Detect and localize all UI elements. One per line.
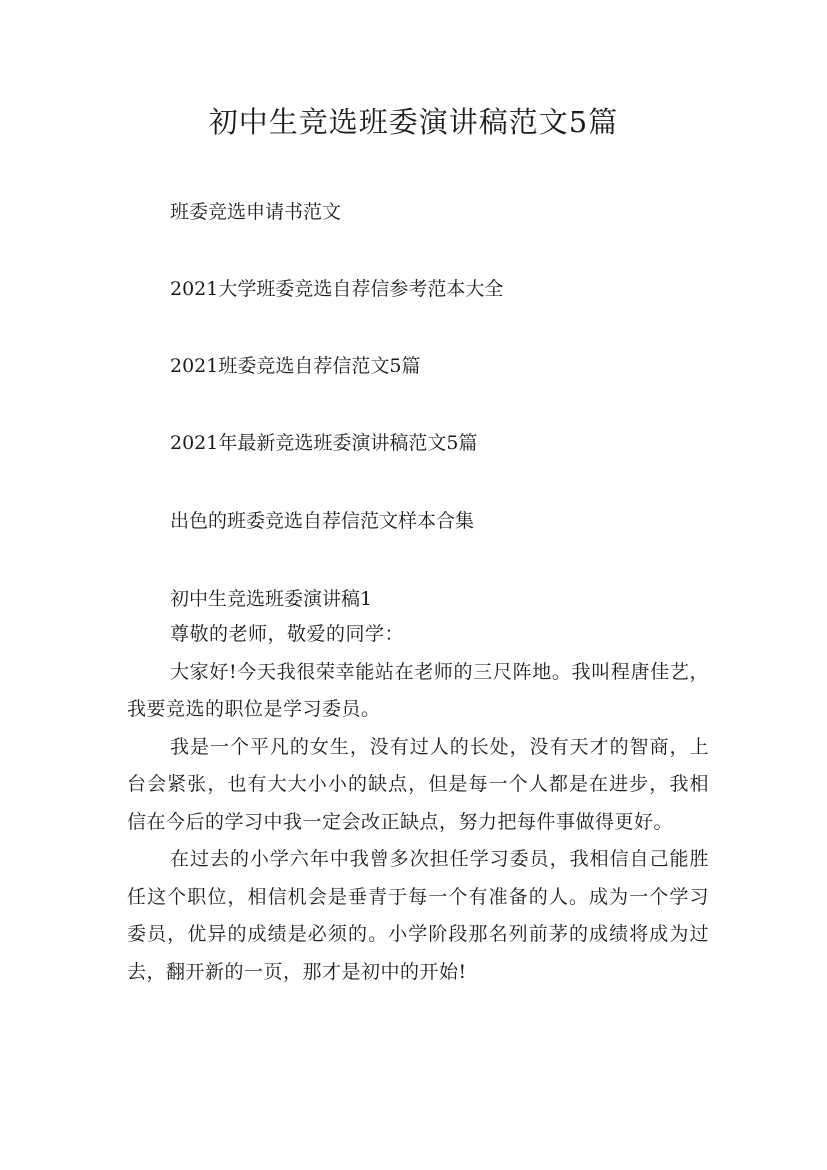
section-heading: 初中生竞选班委演讲稿1 (170, 588, 373, 610)
body-paragraph: 在过去的小学六年中我曾多次担任学习委员，我相信自己能胜任这个职位，相信机会是垂青于每一个有准备的人。成为一个学习委员，优异的成绩是必须的。小学阶段那名列前茅的成绩将成为过去，翻开新的一页，那才是初中的开始! (127, 848, 709, 983)
body-paragraph: 我是一个平凡的女生，没有过人的长处，没有天才的智商，上台会紧张，也有大大小小的缺点，但是每一个人都是在进步，我相信在今后的学习中我一定会改正缺点，努力把每件事做得更好。 (127, 735, 709, 833)
document-body (127, 584, 709, 991)
body-paragraph: 大家好!今天我很荣幸能站在老师的三尺阵地。我叫程唐佳艺，我要竞选的职位是学习委员。 (127, 660, 709, 720)
related-article-link[interactable]: 2021年最新竞选班委演讲稿范文5篇 (170, 432, 478, 454)
related-article-link[interactable]: 出色的班委竞选自荐信范文样本合集 (170, 510, 475, 532)
salutation-paragraph: 尊敬的老师，敬爱的同学： (170, 623, 405, 645)
related-article-link[interactable]: 2021班委竞选自荐信范文5篇 (170, 355, 421, 377)
related-article-link[interactable]: 2021大学班委竞选自荐信参考范本大全 (170, 278, 504, 300)
document-title: 初中生竞选班委演讲稿范文5篇 (208, 105, 619, 139)
related-article-link[interactable]: 班委竞选申请书范文 (170, 201, 342, 223)
